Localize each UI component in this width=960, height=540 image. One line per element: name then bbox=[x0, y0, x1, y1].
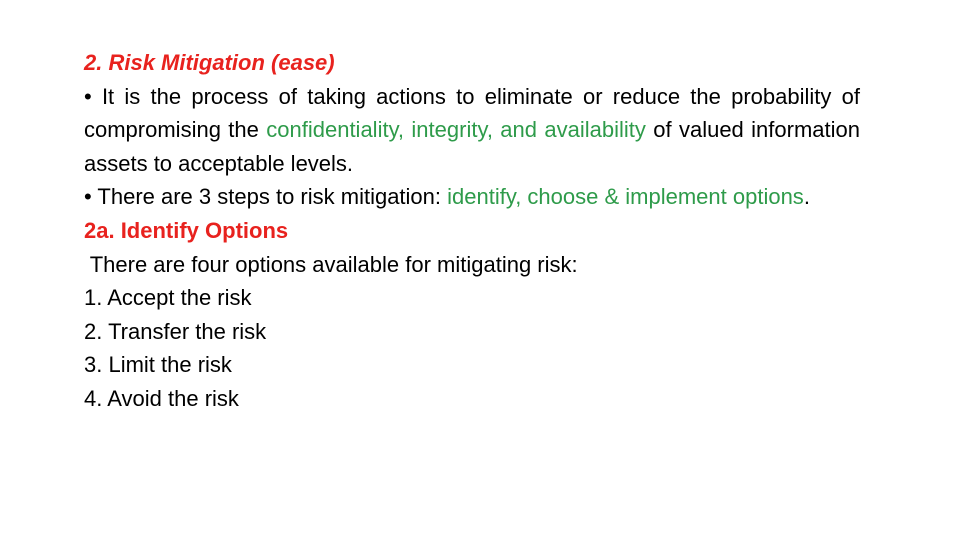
bullet-steps-suffix: . bbox=[803, 184, 810, 210]
option-item: 2. Transfer the risk bbox=[84, 318, 267, 344]
bullet-steps-highlight: identify, choose & implement options bbox=[447, 184, 804, 210]
option-item: 3. Limit the risk bbox=[84, 352, 232, 378]
bullet-definition bbox=[84, 80, 860, 181]
section-title: 2. Risk Mitigation (ease) bbox=[84, 50, 335, 75]
option-item: 4. Avoid the risk bbox=[84, 385, 239, 411]
bullet-definition-highlight: confidentiality, integrity, and availability bbox=[266, 117, 646, 143]
slide-content bbox=[84, 46, 860, 416]
options-intro: There are four options available for mitigating risk: bbox=[84, 251, 578, 277]
option-item: 1. Accept the risk bbox=[84, 285, 252, 311]
bullet-definition-prefix: • It is the process of taking actions to eliminate or reduce the probability of compromising the bbox=[84, 83, 860, 143]
bullet-steps-prefix: • There are 3 steps to risk mitigation: bbox=[84, 184, 448, 210]
bullet-steps bbox=[84, 180, 860, 214]
subsection-title: 2a. Identify Options bbox=[84, 217, 289, 243]
bullet-definition-suffix: of valued information assets to acceptable levels. bbox=[84, 117, 860, 176]
